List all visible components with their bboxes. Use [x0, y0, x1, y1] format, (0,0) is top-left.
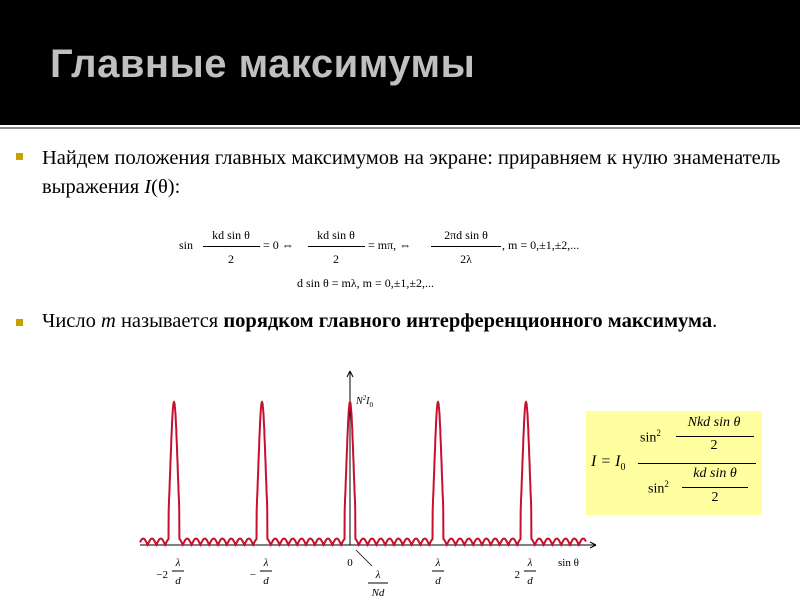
- x-tick-plus-2-den: d: [527, 575, 533, 587]
- x-tick-lambda-nd-pointer: [356, 550, 372, 566]
- eq1-sin: sin: [179, 238, 194, 252]
- bullet1-italic: I: [144, 176, 152, 198]
- formula-den-frac-bar: [682, 487, 748, 488]
- eq1-frac1-num: kd sin θ: [212, 228, 250, 242]
- x-tick-minus-1-prefix: −: [249, 569, 256, 581]
- eq1-frac1-den: 2: [228, 252, 234, 266]
- x-tick-minus-2-prefix: −2: [156, 569, 168, 581]
- x-tick-plus-2-prefix: 2: [514, 569, 520, 581]
- x-tick-0: 0: [347, 557, 353, 569]
- x-tick-plus-1-num: λ: [435, 557, 441, 569]
- x-axis-label: sin θ: [558, 557, 579, 569]
- bullet2-bold: порядком главного интерференционного максимума: [223, 310, 713, 332]
- eq1-mid2: = mπ, ⇔: [368, 238, 412, 252]
- x-tick-minus-1-num: λ: [263, 557, 269, 569]
- formula-num-frac-num: Nkd sin θ: [687, 415, 741, 430]
- formula-num-frac-bar: [676, 436, 754, 437]
- formula-main-bar: [638, 463, 756, 464]
- x-tick-lambda-nd-num: λ: [375, 569, 381, 581]
- eq1-tail: , m = 0,±1,±2,...: [502, 238, 580, 252]
- y-peak-label: $N^2I_0$: [356, 394, 374, 409]
- formula-num-sin: $\sin^2$: [640, 428, 661, 446]
- eq1-frac3-num: 2πd sin θ: [444, 228, 488, 242]
- slide-title: Главные максимумы: [50, 42, 476, 86]
- x-tick-minus-2-den: d: [175, 575, 181, 587]
- x-tick-plus-1-den: d: [435, 575, 441, 587]
- formula-lhs: $I = I_0$: [591, 453, 626, 474]
- bullet2-italic: m: [101, 310, 116, 332]
- formula-num-frac-den: 2: [710, 438, 718, 453]
- eq1-frac2-den: 2: [333, 252, 339, 266]
- eq1-frac3-den: 2λ: [460, 252, 472, 266]
- bullet1-text: Найдем положения главных максимумов на экране: приравняем к нулю знаменатель выражения: [42, 147, 781, 198]
- x-tick-lambda-nd-den: Nd: [371, 587, 385, 599]
- bullet2-text: Число: [42, 310, 101, 332]
- bullet2-mid: называется: [115, 310, 224, 332]
- formula-den-sin: $\sin^2$: [648, 479, 669, 497]
- x-tick-minus-1-den: d: [263, 575, 269, 587]
- formula-den-frac-num: kd sin θ: [693, 466, 737, 481]
- x-tick-plus-2-num: λ: [527, 557, 533, 569]
- bullet1-tail: (θ):: [151, 176, 181, 198]
- eq1-frac2-num: kd sin θ: [317, 228, 355, 242]
- eq1-mid1: = 0 ⇔: [263, 238, 294, 252]
- intensity-formula-box: [586, 411, 762, 515]
- formula-den-frac-den: 2: [711, 490, 719, 505]
- x-tick-minus-2-num: λ: [175, 557, 181, 569]
- bullet2-tail: .: [712, 310, 718, 332]
- equation-2: d sin θ = mλ, m = 0,±1,±2,...: [297, 276, 434, 290]
- intensity-curve: [140, 402, 586, 545]
